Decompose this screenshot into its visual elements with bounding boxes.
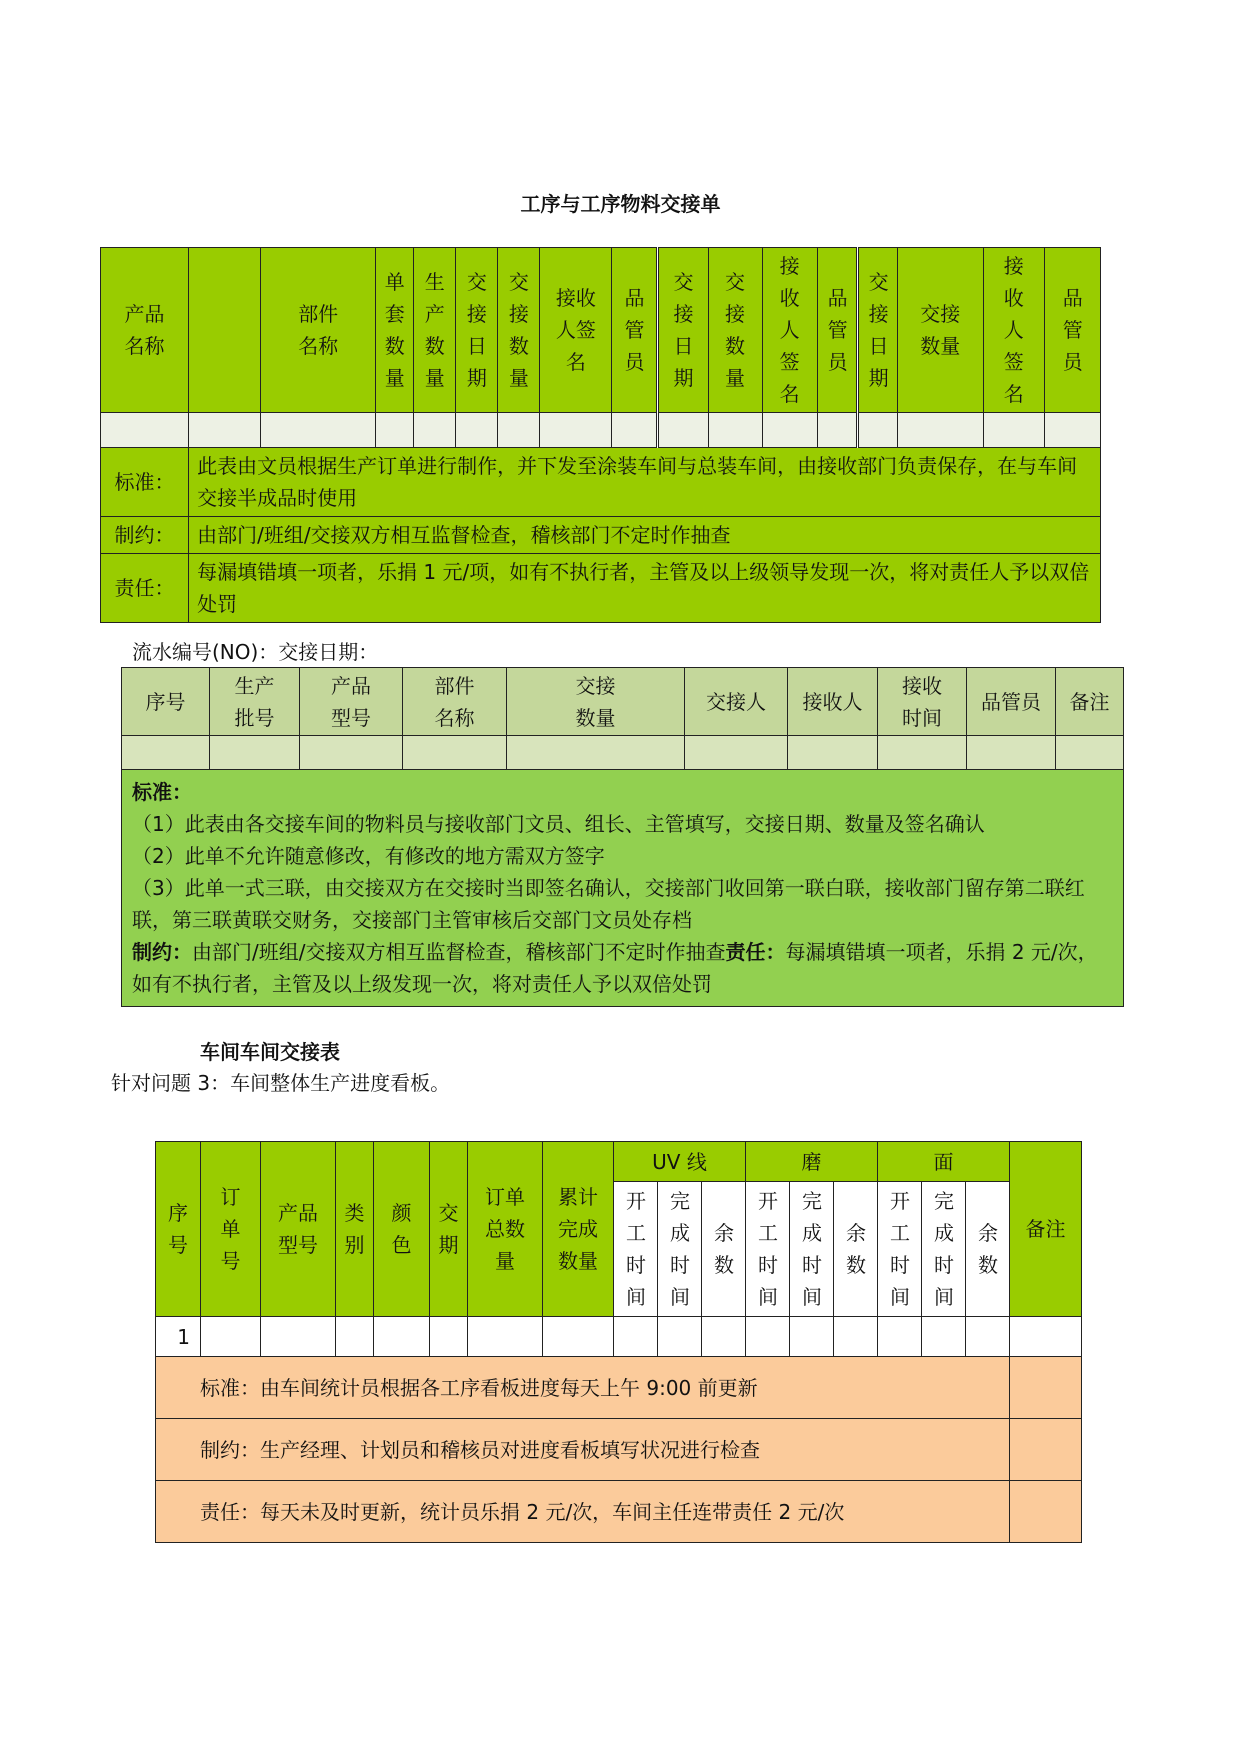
document-title: 工序与工序物料交接单 <box>520 192 721 216</box>
cell[interactable] <box>612 413 658 448</box>
header-handover-person: 交接人 <box>685 668 788 736</box>
cell[interactable] <box>376 413 414 448</box>
responsibility-text: 责任：每天未及时更新，统计员乐捐 2 元/次，车间主任连带责任 2 元/次 <box>156 1481 1010 1543</box>
header-model: 产品型号 <box>300 668 403 736</box>
cell[interactable] <box>708 413 762 448</box>
header-qty-per-set: 单套数量 <box>376 248 414 413</box>
cell[interactable] <box>456 413 498 448</box>
remark-cell[interactable] <box>1010 1481 1082 1543</box>
cell[interactable] <box>834 1317 878 1357</box>
header-handover-date-2: 交接日期 <box>658 248 708 413</box>
cell[interactable] <box>498 413 540 448</box>
cell[interactable] <box>261 1317 336 1357</box>
section-title: 车间车间交接表 <box>200 1040 340 1064</box>
header-serial: 序号 <box>156 1142 201 1317</box>
sub-remainder: 余数 <box>834 1182 878 1317</box>
cell[interactable] <box>468 1317 543 1357</box>
constraint-text: 制约：生产经理、计划员和稽核员对进度看板填写状况进行检查 <box>156 1419 1010 1481</box>
header-handover-qty: 交接数量 <box>507 668 685 736</box>
standard-item-1: （1）此表由各交接车间的物料员与接收部门文员、组长、主管填写，交接日期、数量及签名确认 <box>132 812 985 836</box>
header-remark: 备注 <box>1010 1142 1082 1317</box>
standard-title: 标准： <box>132 780 192 804</box>
header-order-total: 订单总数量 <box>468 1142 543 1317</box>
handover-record-table <box>121 667 1124 1007</box>
sub-remainder: 余数 <box>966 1182 1010 1317</box>
standard-item-2: （2）此单不允许随意修改，有修改的地方需双方签字 <box>132 844 605 868</box>
cell[interactable] <box>1044 413 1100 448</box>
header-handover-qty: 交接数量 <box>498 248 540 413</box>
cell[interactable] <box>261 413 376 448</box>
header-part-name: 部件名称 <box>261 248 376 413</box>
cell[interactable] <box>658 413 708 448</box>
responsibility-text: 每漏填错填一项者，乐捐 1 元/项，如有不执行者，主管及以上级领导发现一次，将对责任人予以双倍处罚 <box>189 554 1101 623</box>
cell[interactable] <box>403 736 507 770</box>
empty-data-row <box>122 736 1124 770</box>
cell[interactable] <box>966 1317 1010 1357</box>
cell[interactable] <box>790 1317 834 1357</box>
header-remark: 备注 <box>1056 668 1124 736</box>
cell[interactable] <box>507 736 685 770</box>
sub-remainder: 余数 <box>702 1182 746 1317</box>
sub-finish-time: 完成时间 <box>922 1182 966 1317</box>
cell[interactable] <box>857 413 897 448</box>
cell[interactable] <box>101 413 189 448</box>
group-grinding: 磨 <box>746 1142 878 1182</box>
header-cumulative-done: 累计完成数量 <box>543 1142 614 1317</box>
header-due-date: 交期 <box>430 1142 468 1317</box>
header-handover-qty-2: 交接数量 <box>708 248 762 413</box>
cell[interactable] <box>414 413 456 448</box>
group-surface: 面 <box>878 1142 1010 1182</box>
standard-block <box>122 770 1124 1007</box>
remark-cell[interactable] <box>1010 1419 1082 1481</box>
cell[interactable] <box>374 1317 430 1357</box>
cell[interactable] <box>685 736 788 770</box>
cell[interactable] <box>746 1317 790 1357</box>
issue-line: 针对问题 3：车间整体生产进度看板。 <box>111 1071 451 1095</box>
cell[interactable] <box>614 1317 658 1357</box>
standard-text: 此表由文员根据生产订单进行制作，并下发至涂装车间与总装车间，由接收部门负责保存，在与车间交接半成品时使用 <box>189 448 1101 517</box>
sub-start-time: 开工时间 <box>614 1182 658 1317</box>
cell[interactable] <box>189 413 261 448</box>
header-blank <box>189 248 261 413</box>
cell[interactable] <box>201 1317 261 1357</box>
header-product-model: 产品型号 <box>261 1142 336 1317</box>
responsibility-label: 责任： <box>725 940 786 964</box>
header-handover-qty-3: 交接数量 <box>897 248 983 413</box>
cell[interactable] <box>122 736 210 770</box>
cell[interactable] <box>540 413 612 448</box>
cell[interactable] <box>336 1317 374 1357</box>
constraint-text: 由部门/班组/交接双方相互监督检查，稽核部门不定时作抽查 <box>189 517 1101 554</box>
header-handover-date-3: 交接日期 <box>857 248 897 413</box>
cell[interactable] <box>922 1317 966 1357</box>
remark-cell[interactable] <box>1010 1357 1082 1419</box>
sub-finish-time: 完成时间 <box>790 1182 834 1317</box>
header-receiver: 接收人 <box>788 668 878 736</box>
header-receiver-sign-3: 接收人签名 <box>983 248 1044 413</box>
header-qc-2: 品管员 <box>817 248 857 413</box>
standard-text: 标准：由车间统计员根据各工序看板进度每天上午 9:00 前更新 <box>156 1357 1010 1419</box>
header-receive-time: 接收时间 <box>878 668 967 736</box>
header-qc-3: 品管员 <box>1044 248 1100 413</box>
cell[interactable] <box>210 736 300 770</box>
sub-start-time: 开工时间 <box>746 1182 790 1317</box>
header-part-name: 部件名称 <box>403 668 507 736</box>
sub-start-time: 开工时间 <box>878 1182 922 1317</box>
header-receiver-sign: 接收人签名 <box>540 248 612 413</box>
table-row <box>156 1317 1082 1357</box>
standard-label: 标准： <box>101 448 189 517</box>
cell[interactable] <box>702 1317 746 1357</box>
cell[interactable] <box>762 413 817 448</box>
header-order-no: 订单号 <box>201 1142 261 1317</box>
cell[interactable] <box>983 413 1044 448</box>
material-handover-table <box>100 247 1101 623</box>
cell[interactable] <box>658 1317 702 1357</box>
header-qc: 品管员 <box>967 668 1056 736</box>
cell[interactable] <box>300 736 403 770</box>
header-product-name: 产品名称 <box>101 248 189 413</box>
sub-finish-time: 完成时间 <box>658 1182 702 1317</box>
cell[interactable] <box>967 736 1056 770</box>
header-qc: 品管员 <box>612 248 658 413</box>
constraint-text: 由部门/班组/交接双方相互监督检查，稽核部门不定时作抽查 <box>192 940 726 964</box>
constraint-label: 制约： <box>132 940 192 964</box>
header-production-qty: 生产数量 <box>414 248 456 413</box>
empty-data-row <box>101 413 1101 448</box>
constraint-label: 制约： <box>101 517 189 554</box>
cell[interactable] <box>817 413 857 448</box>
cell[interactable] <box>1056 736 1124 770</box>
header-category: 类别 <box>336 1142 374 1317</box>
cell[interactable] <box>878 1317 922 1357</box>
cell[interactable] <box>543 1317 614 1357</box>
group-uv-line: UV 线 <box>614 1142 746 1182</box>
header-color: 颜色 <box>374 1142 430 1317</box>
cell[interactable] <box>1010 1317 1082 1357</box>
cell[interactable] <box>878 736 967 770</box>
serial-number-line: 流水编号(NO)：交接日期： <box>132 640 379 664</box>
standard-item-3: （3）此单一式三联，由交接双方在交接时当即签名确认，交接部门收回第一联白联，接收部门留存第二联红联，第三联黄联交财务，交接部门主管审核后交部门文员处存档 <box>132 876 1085 932</box>
header-batch: 生产批号 <box>210 668 300 736</box>
header-handover-date: 交接日期 <box>456 248 498 413</box>
header-receiver-sign-2: 接收人签名 <box>762 248 817 413</box>
header-serial: 序号 <box>122 668 210 736</box>
cell[interactable] <box>788 736 878 770</box>
cell[interactable] <box>430 1317 468 1357</box>
workshop-progress-table <box>155 1141 1082 1543</box>
responsibility-label: 责任： <box>101 554 189 623</box>
row-number: 1 <box>156 1317 201 1357</box>
responsibility-text: 每漏填错填一项者，乐捐 2 元/次，如有不执行者，主管及以上级发现一次，将对责任人予以双倍处罚 <box>132 940 1098 996</box>
cell[interactable] <box>897 413 983 448</box>
